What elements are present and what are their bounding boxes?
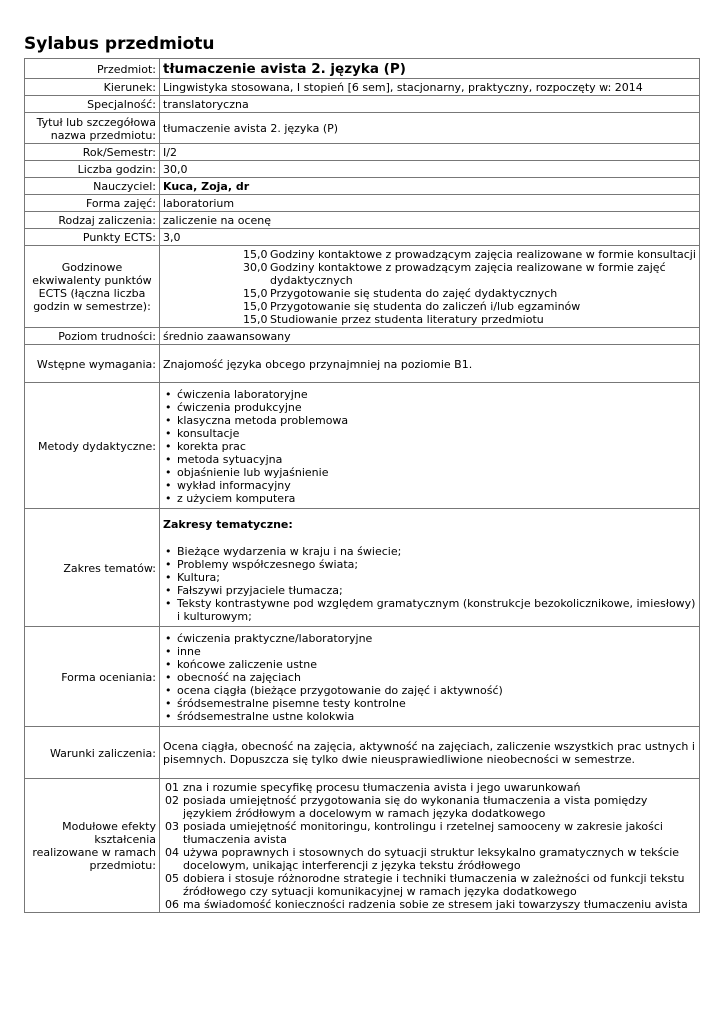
- value-wymagania: Znajomość języka obcego przynajmniej na poziomie B1.: [160, 345, 700, 383]
- label-godziny: Liczba godzin:: [25, 161, 160, 178]
- list-item: • ćwiczenia laboratoryjne: [163, 388, 696, 401]
- row-zakres: [25, 509, 700, 627]
- ects-hour-text: Przygotowanie się studenta do zajęć dydaktycznych: [270, 287, 558, 300]
- row-ects: [25, 229, 700, 246]
- efekty-list: [163, 781, 696, 911]
- row-tytul: [25, 113, 700, 144]
- row-wymagania: [25, 345, 700, 383]
- efekt-num: 06: [165, 898, 179, 911]
- ocenianie-list: [163, 632, 696, 723]
- list-item: • Kultura;: [163, 571, 696, 584]
- efekt-num: 05: [165, 872, 179, 885]
- ects-hour-num: 30,0: [243, 261, 268, 274]
- ects-hour-num: 15,0: [243, 313, 268, 326]
- label-ocenianie: Forma oceniania:: [25, 627, 160, 727]
- efekt-text: posiada umiejętność przygotowania się do wykonania tłumaczenia a vista pomiędzy językiem źródłowym a docelowym w ramach języka dodatkowego: [183, 794, 648, 820]
- label-metody: Metody dydaktyczne:: [25, 383, 160, 509]
- row-zaliczenie: [25, 212, 700, 229]
- ects-hour-text: Godziny kontaktowe z prowadzącym zajęcia realizowane w formie zajęć dydaktycznych: [270, 261, 666, 287]
- row-forma-zajec: [25, 195, 700, 212]
- value-ocenianie: [160, 627, 700, 727]
- label-nauczyciel: Nauczyciel:: [25, 178, 160, 195]
- zakres-heading: Zakresy tematyczne:: [163, 517, 293, 531]
- ects-hour-num: 15,0: [243, 248, 268, 261]
- value-rok: I/2: [160, 144, 700, 161]
- value-ects: 3,0: [160, 229, 700, 246]
- label-rok: Rok/Semestr:: [25, 144, 160, 161]
- efekt-text: ma świadomość konieczności radzenia sobie ze stresem jaki towarzyszy tłumaczeniu avista: [183, 898, 688, 911]
- list-item: • ćwiczenia produkcyjne: [163, 401, 696, 414]
- value-ects-hours: [160, 246, 700, 328]
- efekt-text: posiada umiejętność monitoringu, kontrolingu i rzetelnej samooceny w zakresie jakości tłumaczenia avista: [183, 820, 663, 846]
- zakres-list: [163, 545, 696, 623]
- efekt-item: [163, 898, 696, 911]
- value-forma-zajec: laboratorium: [160, 195, 700, 212]
- list-item: • śródsemestralne pisemne testy kontrolne: [163, 697, 696, 710]
- efekt-item: [163, 781, 696, 794]
- efekt-num: 04: [165, 846, 179, 859]
- list-item: • metoda sytuacyjna: [163, 453, 696, 466]
- value-zaliczenie: zaliczenie na ocenę: [160, 212, 700, 229]
- row-godziny: [25, 161, 700, 178]
- value-nauczyciel: Kuca, Zoja, dr: [160, 178, 700, 195]
- value-godziny: 30,0: [160, 161, 700, 178]
- efekt-item: [163, 794, 696, 820]
- efekt-item: [163, 872, 696, 898]
- list-item: • Fałszywi przyjaciele tłumacza;: [163, 584, 696, 597]
- value-specjalnosc: translatoryczna: [160, 96, 700, 113]
- ects-hour-item: [243, 313, 696, 326]
- ects-hour-item: [243, 248, 696, 261]
- label-tytul: Tytuł lub szczegółowa nazwa przedmiotu:: [25, 113, 160, 144]
- ects-hour-text: Godziny kontaktowe z prowadzącym zajęcia realizowane w formie konsultacji: [270, 248, 696, 261]
- list-item: • korekta prac: [163, 440, 696, 453]
- value-zakres: [160, 509, 700, 627]
- label-zakres: Zakres tematów:: [25, 509, 160, 627]
- list-item: • Bieżące wydarzenia w kraju i na świecie;: [163, 545, 696, 558]
- list-item: • wykład informacyjny: [163, 479, 696, 492]
- ects-hour-num: 15,0: [243, 300, 268, 313]
- efekt-item: [163, 820, 696, 846]
- efekt-num: 03: [165, 820, 179, 833]
- list-item: • z użyciem komputera: [163, 492, 696, 505]
- list-item: • końcowe zaliczenie ustne: [163, 658, 696, 671]
- list-item: • Teksty kontrastywne pod względem gramatycznym (konstrukcje bezokolicznikowe, imiesłowy) i kulturowym;: [163, 597, 696, 623]
- list-item: • ocena ciągła (bieżące przygotowanie do zajęć i aktywność): [163, 684, 696, 697]
- efekt-num: 01: [165, 781, 179, 794]
- value-kierunek: Lingwistyka stosowana, I stopień [6 sem], stacjonarny, praktyczny, rozpoczęty w: 2014: [160, 79, 700, 96]
- row-specjalnosc: [25, 96, 700, 113]
- efekt-text: zna i rozumie specyfikę procesu tłumaczenia avista i jego uwarunkowań: [183, 781, 581, 794]
- row-ocenianie: [25, 627, 700, 727]
- value-metody: [160, 383, 700, 509]
- row-warunki: [25, 727, 700, 779]
- row-nauczyciel: [25, 178, 700, 195]
- list-item: • objaśnienie lub wyjaśnienie: [163, 466, 696, 479]
- value-przedmiot: tłumaczenie avista 2. języka (P): [160, 59, 700, 79]
- label-ects: Punkty ECTS:: [25, 229, 160, 246]
- label-kierunek: Kierunek:: [25, 79, 160, 96]
- efekt-item: [163, 846, 696, 872]
- syllabus-table: [24, 58, 700, 913]
- label-zaliczenie: Rodzaj zaliczenia:: [25, 212, 160, 229]
- metody-list: [163, 388, 696, 505]
- value-warunki: Ocena ciągła, obecność na zajęcia, aktywność na zajęciach, zaliczenie wszystkich prac ustnych i pisemnych. Dopuszcza się tylko dwie nieusprawiedliwione nieobecności w semestrze.: [160, 727, 700, 779]
- label-przedmiot: Przedmiot:: [25, 59, 160, 79]
- row-przedmiot: [25, 59, 700, 79]
- label-efekty: Modułowe efekty kształcenia realizowane w ramach przedmiotu:: [25, 779, 160, 913]
- label-trudnosc: Poziom trudności:: [25, 328, 160, 345]
- row-trudnosc: [25, 328, 700, 345]
- efekt-text: dobiera i stosuje różnorodne strategie i techniki tłumaczenia w zależności od funkcji tekstu źródłowego czy sytuacji komunikacyjnej w ramach języka dodatkowego: [183, 872, 685, 898]
- value-tytul: tłumaczenie avista 2. języka (P): [160, 113, 700, 144]
- label-wymagania: Wstępne wymagania:: [25, 345, 160, 383]
- ects-hour-item: [243, 287, 696, 300]
- list-item: • obecność na zajęciach: [163, 671, 696, 684]
- label-specjalnosc: Specjalność:: [25, 96, 160, 113]
- ects-hours-list: [163, 248, 696, 326]
- ects-hour-text: Studiowanie przez studenta literatury przedmiotu: [270, 313, 544, 326]
- page-title: Sylabus przedmiotu: [24, 34, 215, 54]
- list-item: • inne: [163, 645, 696, 658]
- list-item: • Problemy współczesnego świata;: [163, 558, 696, 571]
- label-forma-zajec: Forma zajęć:: [25, 195, 160, 212]
- row-metody: [25, 383, 700, 509]
- list-item: • ćwiczenia praktyczne/laboratoryjne: [163, 632, 696, 645]
- row-ects-hours: [25, 246, 700, 328]
- value-trudnosc: średnio zaawansowany: [160, 328, 700, 345]
- ects-hour-num: 15,0: [243, 287, 268, 300]
- row-rok: [25, 144, 700, 161]
- label-warunki: Warunki zaliczenia:: [25, 727, 160, 779]
- list-item: • konsultacje: [163, 427, 696, 440]
- label-ects-hours: Godzinowe ekwiwalenty punktów ECTS (łączna liczba godzin w semestrze):: [25, 246, 160, 328]
- list-item: • śródsemestralne ustne kolokwia: [163, 710, 696, 723]
- efekt-num: 02: [165, 794, 179, 807]
- list-item: • klasyczna metoda problemowa: [163, 414, 696, 427]
- efekt-text: używa poprawnych i stosownych do sytuacji struktur leksykalno gramatycznych w tekście docelowym, unikając interferencji z języka tekstu źródłowego: [183, 846, 680, 872]
- row-kierunek: [25, 79, 700, 96]
- ects-hour-text: Przygotowanie się studenta do zaliczeń i/lub egzaminów: [270, 300, 581, 313]
- ects-hour-item: [243, 300, 696, 313]
- row-efekty: [25, 779, 700, 913]
- ects-hour-item: [243, 261, 696, 287]
- value-efekty: [160, 779, 700, 913]
